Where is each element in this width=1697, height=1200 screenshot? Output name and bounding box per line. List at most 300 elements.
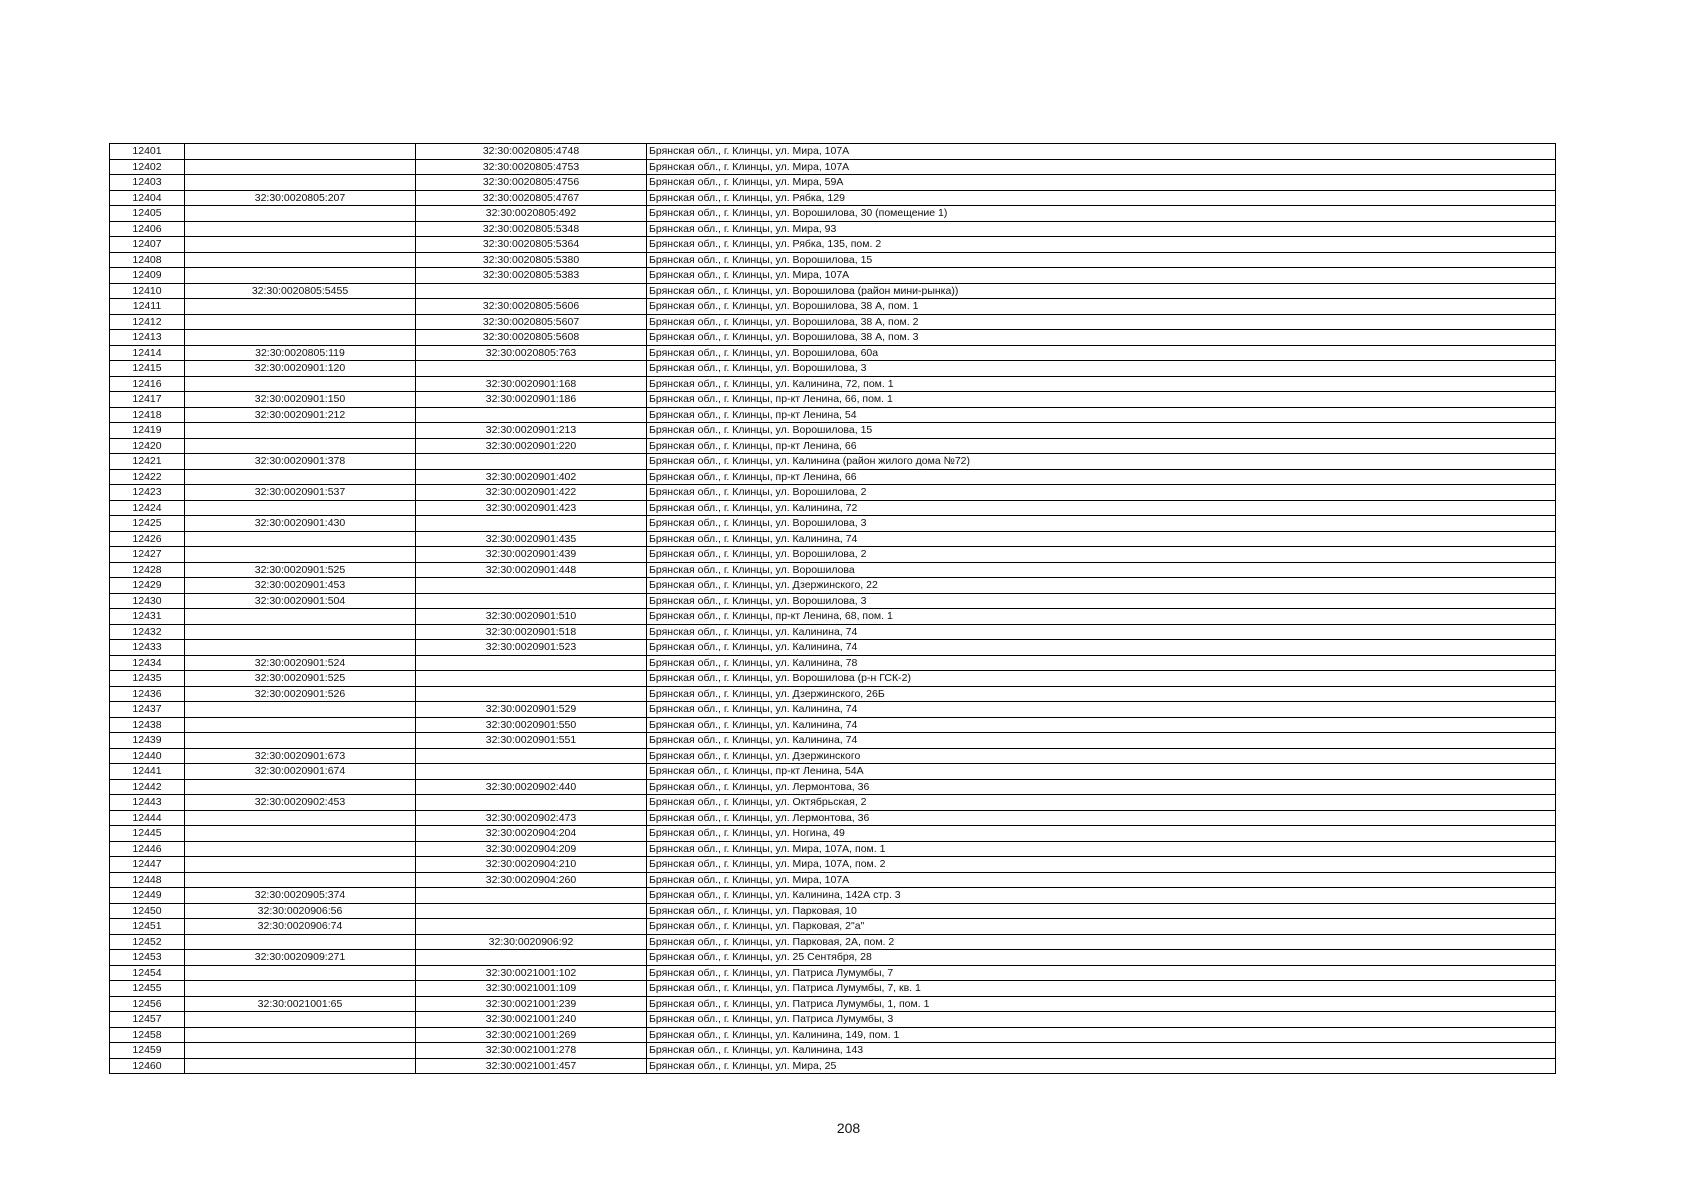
cadastral-number-cell — [185, 299, 416, 315]
address-cell: Брянская обл., г. Клинцы, ул. Дзержинского, 26Б — [647, 686, 1556, 702]
row-number-cell: 12440 — [110, 748, 185, 764]
cadastral-number-cell — [185, 376, 416, 392]
address-cell: Брянская обл., г. Клинцы, ул. Ворошилова, 15 — [647, 423, 1556, 439]
cadastral-number-cell — [185, 1027, 416, 1043]
premises-cadastral-number-cell: 32:30:0020805:5380 — [416, 252, 647, 268]
cadastral-number-cell: 32:30:0020805:5455 — [185, 283, 416, 299]
address-cell: Брянская обл., г. Клинцы, ул. Мира, 107А — [647, 268, 1556, 284]
row-number-cell: 12456 — [110, 996, 185, 1012]
table-row — [110, 671, 1556, 687]
cadastral-number-cell — [185, 206, 416, 222]
cadastral-number-cell — [185, 965, 416, 981]
table-row — [110, 764, 1556, 780]
table-row — [110, 547, 1556, 563]
row-number-cell: 12451 — [110, 919, 185, 935]
table-row — [110, 1012, 1556, 1028]
row-number-cell: 12421 — [110, 454, 185, 470]
row-number-cell: 12429 — [110, 578, 185, 594]
cadastral-number-cell — [185, 981, 416, 997]
table-row — [110, 1027, 1556, 1043]
premises-cadastral-number-cell — [416, 454, 647, 470]
premises-cadastral-number-cell: 32:30:0020901:168 — [416, 376, 647, 392]
address-cell: Брянская обл., г. Клинцы, ул. Ворошилова, 38 А, пом. 1 — [647, 299, 1556, 315]
address-cell: Брянская обл., г. Клинцы, ул. Дзержинского, 22 — [647, 578, 1556, 594]
cadastral-number-cell — [185, 872, 416, 888]
cadastral-number-cell — [185, 175, 416, 191]
address-cell: Брянская обл., г. Клинцы, ул. 25 Сентября, 28 — [647, 950, 1556, 966]
table-row — [110, 159, 1556, 175]
table-row — [110, 252, 1556, 268]
row-number-cell: 12418 — [110, 407, 185, 423]
premises-cadastral-number-cell: 32:30:0020901:186 — [416, 392, 647, 408]
cadastral-number-cell — [185, 423, 416, 439]
premises-cadastral-number-cell — [416, 407, 647, 423]
address-cell: Брянская обл., г. Клинцы, ул. Ворошилова, 38 А, пом. 3 — [647, 330, 1556, 346]
row-number-cell: 12441 — [110, 764, 185, 780]
row-number-cell: 12427 — [110, 547, 185, 563]
address-cell: Брянская обл., г. Клинцы, ул. Калинина, 142А стр. 3 — [647, 888, 1556, 904]
row-number-cell: 12411 — [110, 299, 185, 315]
cadastral-number-cell — [185, 733, 416, 749]
table-row — [110, 330, 1556, 346]
cadastral-number-cell — [185, 547, 416, 563]
table-row — [110, 826, 1556, 842]
address-cell: Брянская обл., г. Клинцы, пр-кт Ленина, 66, пом. 1 — [647, 392, 1556, 408]
premises-cadastral-number-cell — [416, 578, 647, 594]
cadastral-number-cell — [185, 702, 416, 718]
cadastral-number-cell — [185, 500, 416, 516]
row-number-cell: 12435 — [110, 671, 185, 687]
row-number-cell: 12405 — [110, 206, 185, 222]
cadastral-number-cell — [185, 159, 416, 175]
cadastral-number-cell — [185, 1012, 416, 1028]
row-number-cell: 12420 — [110, 438, 185, 454]
table-row — [110, 562, 1556, 578]
address-cell: Брянская обл., г. Клинцы, ул. Дзержинского — [647, 748, 1556, 764]
row-number-cell: 12446 — [110, 841, 185, 857]
address-cell: Брянская обл., г. Клинцы, пр-кт Ленина, 54 — [647, 407, 1556, 423]
row-number-cell: 12428 — [110, 562, 185, 578]
address-cell: Брянская обл., г. Клинцы, ул. Патриса Лумумбы, 3 — [647, 1012, 1556, 1028]
row-number-cell: 12408 — [110, 252, 185, 268]
cadastral-number-cell — [185, 438, 416, 454]
row-number-cell: 12412 — [110, 314, 185, 330]
premises-cadastral-number-cell — [416, 283, 647, 299]
address-cell: Брянская обл., г. Клинцы, пр-кт Ленина, 54А — [647, 764, 1556, 780]
cadastral-number-cell — [185, 1043, 416, 1059]
table-row — [110, 717, 1556, 733]
address-cell: Брянская обл., г. Клинцы, ул. Калинина, 74 — [647, 531, 1556, 547]
table-row — [110, 934, 1556, 950]
address-cell: Брянская обл., г. Клинцы, ул. Калинина, 74 — [647, 702, 1556, 718]
cadastral-number-cell — [185, 857, 416, 873]
row-number-cell: 12442 — [110, 779, 185, 795]
premises-cadastral-number-cell: 32:30:0020901:423 — [416, 500, 647, 516]
premises-cadastral-number-cell — [416, 593, 647, 609]
address-cell: Брянская обл., г. Клинцы, ул. Мира, 107А, пом. 2 — [647, 857, 1556, 873]
premises-cadastral-number-cell: 32:30:0021001:457 — [416, 1058, 647, 1074]
table-row — [110, 392, 1556, 408]
table-row — [110, 376, 1556, 392]
premises-cadastral-number-cell — [416, 888, 647, 904]
cadastral-number-cell: 32:30:0020901:526 — [185, 686, 416, 702]
cadastral-number-cell: 32:30:0020901:537 — [185, 485, 416, 501]
address-cell: Брянская обл., г. Клинцы, ул. Калинина, 149, пом. 1 — [647, 1027, 1556, 1043]
table-row — [110, 423, 1556, 439]
row-number-cell: 12409 — [110, 268, 185, 284]
premises-cadastral-number-cell — [416, 903, 647, 919]
address-cell: Брянская обл., г. Клинцы, ул. Мира, 107А — [647, 144, 1556, 160]
row-number-cell: 12422 — [110, 469, 185, 485]
premises-cadastral-number-cell: 32:30:0020901:402 — [416, 469, 647, 485]
premises-cadastral-number-cell: 32:30:0020904:209 — [416, 841, 647, 857]
premises-cadastral-number-cell: 32:30:0020805:4756 — [416, 175, 647, 191]
premises-cadastral-number-cell: 32:30:0020902:440 — [416, 779, 647, 795]
table-row — [110, 702, 1556, 718]
premises-cadastral-number-cell: 32:30:0020901:448 — [416, 562, 647, 578]
address-cell: Брянская обл., г. Клинцы, ул. Ворошилова, 3 — [647, 361, 1556, 377]
table-row — [110, 516, 1556, 532]
premises-cadastral-number-cell: 32:30:0020901:220 — [416, 438, 647, 454]
table-row — [110, 190, 1556, 206]
table-row — [110, 283, 1556, 299]
premises-cadastral-number-cell: 32:30:0020901:551 — [416, 733, 647, 749]
premises-cadastral-number-cell: 32:30:0020901:523 — [416, 640, 647, 656]
table-row — [110, 779, 1556, 795]
premises-cadastral-number-cell — [416, 919, 647, 935]
cadastral-number-cell — [185, 717, 416, 733]
row-number-cell: 12431 — [110, 609, 185, 625]
table-row — [110, 314, 1556, 330]
address-cell: Брянская обл., г. Клинцы, ул. Ворошилова, 60а — [647, 345, 1556, 361]
row-number-cell: 12404 — [110, 190, 185, 206]
table-row — [110, 361, 1556, 377]
premises-cadastral-number-cell: 32:30:0020906:92 — [416, 934, 647, 950]
premises-cadastral-number-cell: 32:30:0020901:213 — [416, 423, 647, 439]
table-row — [110, 268, 1556, 284]
cadastral-number-cell: 32:30:0020906:74 — [185, 919, 416, 935]
address-cell: Брянская обл., г. Клинцы, ул. Ногина, 49 — [647, 826, 1556, 842]
premises-cadastral-number-cell: 32:30:0020902:473 — [416, 810, 647, 826]
address-cell: Брянская обл., г. Клинцы, ул. Рябка, 129 — [647, 190, 1556, 206]
address-cell: Брянская обл., г. Клинцы, ул. Ворошилова — [647, 562, 1556, 578]
cadastral-number-cell: 32:30:0020906:56 — [185, 903, 416, 919]
premises-cadastral-number-cell: 32:30:0020805:5608 — [416, 330, 647, 346]
address-cell: Брянская обл., г. Клинцы, ул. Ворошилова, 2 — [647, 547, 1556, 563]
table-row — [110, 903, 1556, 919]
table-row — [110, 221, 1556, 237]
row-number-cell: 12436 — [110, 686, 185, 702]
address-cell: Брянская обл., г. Клинцы, ул. Ворошилова, 3 — [647, 516, 1556, 532]
premises-cadastral-number-cell: 32:30:0020805:5606 — [416, 299, 647, 315]
cadastral-number-cell: 32:30:0020901:212 — [185, 407, 416, 423]
premises-cadastral-number-cell: 32:30:0020901:510 — [416, 609, 647, 625]
cadastral-number-cell: 32:30:0020901:378 — [185, 454, 416, 470]
row-number-cell: 12434 — [110, 655, 185, 671]
row-number-cell: 12447 — [110, 857, 185, 873]
row-number-cell: 12457 — [110, 1012, 185, 1028]
row-number-cell: 12417 — [110, 392, 185, 408]
row-number-cell: 12433 — [110, 640, 185, 656]
premises-cadastral-number-cell: 32:30:0021001:269 — [416, 1027, 647, 1043]
cadastral-number-cell — [185, 1058, 416, 1074]
address-cell: Брянская обл., г. Клинцы, пр-кт Ленина, 66 — [647, 438, 1556, 454]
premises-cadastral-number-cell: 32:30:0021001:102 — [416, 965, 647, 981]
address-cell: Брянская обл., г. Клинцы, ул. Калинина, 143 — [647, 1043, 1556, 1059]
premises-cadastral-number-cell: 32:30:0021001:240 — [416, 1012, 647, 1028]
cadastral-number-cell: 32:30:0020901:524 — [185, 655, 416, 671]
premises-cadastral-number-cell — [416, 516, 647, 532]
table-row — [110, 841, 1556, 857]
row-number-cell: 12413 — [110, 330, 185, 346]
cadastral-number-cell: 32:30:0020901:525 — [185, 671, 416, 687]
row-number-cell: 12430 — [110, 593, 185, 609]
table-row — [110, 640, 1556, 656]
premises-cadastral-number-cell: 32:30:0020901:439 — [416, 547, 647, 563]
registry-table — [109, 143, 1556, 1074]
address-cell: Брянская обл., г. Клинцы, ул. Ворошилова, 30 (помещение 1) — [647, 206, 1556, 222]
premises-cadastral-number-cell: 32:30:0020901:422 — [416, 485, 647, 501]
table-row — [110, 810, 1556, 826]
row-number-cell: 12437 — [110, 702, 185, 718]
premises-cadastral-number-cell: 32:30:0020901:518 — [416, 624, 647, 640]
premises-cadastral-number-cell: 32:30:0020904:260 — [416, 872, 647, 888]
table-row — [110, 609, 1556, 625]
address-cell: Брянская обл., г. Клинцы, ул. Калинина, 74 — [647, 640, 1556, 656]
table-row — [110, 469, 1556, 485]
premises-cadastral-number-cell: 32:30:0020805:5383 — [416, 268, 647, 284]
premises-cadastral-number-cell: 32:30:0020805:763 — [416, 345, 647, 361]
premises-cadastral-number-cell: 32:30:0021001:109 — [416, 981, 647, 997]
address-cell: Брянская обл., г. Клинцы, ул. Октябрьская, 2 — [647, 795, 1556, 811]
premises-cadastral-number-cell: 32:30:0020904:204 — [416, 826, 647, 842]
cadastral-number-cell: 32:30:0020901:430 — [185, 516, 416, 532]
table-row — [110, 485, 1556, 501]
cadastral-number-cell — [185, 934, 416, 950]
row-number-cell: 12459 — [110, 1043, 185, 1059]
address-cell: Брянская обл., г. Клинцы, ул. Калинина (район жилого дома №72) — [647, 454, 1556, 470]
row-number-cell: 12414 — [110, 345, 185, 361]
premises-cadastral-number-cell — [416, 686, 647, 702]
address-cell: Брянская обл., г. Клинцы, ул. Лермонтова, 36 — [647, 779, 1556, 795]
cadastral-number-cell — [185, 609, 416, 625]
table-row — [110, 748, 1556, 764]
premises-cadastral-number-cell — [416, 950, 647, 966]
cadastral-number-cell: 32:30:0020901:150 — [185, 392, 416, 408]
address-cell: Брянская обл., г. Клинцы, ул. Рябка, 135, пом. 2 — [647, 237, 1556, 253]
row-number-cell: 12410 — [110, 283, 185, 299]
cadastral-number-cell: 32:30:0020902:453 — [185, 795, 416, 811]
address-cell: Брянская обл., г. Клинцы, ул. Патриса Лумумбы, 7, кв. 1 — [647, 981, 1556, 997]
address-cell: Брянская обл., г. Клинцы, ул. Мира, 107А — [647, 872, 1556, 888]
page-number: 208 — [836, 1120, 861, 1136]
table-row — [110, 407, 1556, 423]
premises-cadastral-number-cell: 32:30:0020805:492 — [416, 206, 647, 222]
table-row — [110, 1043, 1556, 1059]
cadastral-number-cell: 32:30:0020901:525 — [185, 562, 416, 578]
table-row — [110, 857, 1556, 873]
cadastral-number-cell — [185, 624, 416, 640]
cadastral-number-cell — [185, 144, 416, 160]
address-cell: Брянская обл., г. Клинцы, ул. Ворошилова, 2 — [647, 485, 1556, 501]
table-row — [110, 795, 1556, 811]
cadastral-number-cell: 32:30:0020805:119 — [185, 345, 416, 361]
cadastral-number-cell: 32:30:0021001:65 — [185, 996, 416, 1012]
table-row — [110, 175, 1556, 191]
table-row — [110, 733, 1556, 749]
premises-cadastral-number-cell: 32:30:0020805:5348 — [416, 221, 647, 237]
cadastral-number-cell — [185, 330, 416, 346]
table-row — [110, 345, 1556, 361]
premises-cadastral-number-cell: 32:30:0020901:550 — [416, 717, 647, 733]
table-row — [110, 1058, 1556, 1074]
address-cell: Брянская обл., г. Клинцы, ул. Ворошилова, 38 А, пом. 2 — [647, 314, 1556, 330]
table-row — [110, 578, 1556, 594]
row-number-cell: 12452 — [110, 934, 185, 950]
table-row — [110, 981, 1556, 997]
table-row — [110, 237, 1556, 253]
cadastral-number-cell — [185, 841, 416, 857]
premises-cadastral-number-cell — [416, 764, 647, 780]
address-cell: Брянская обл., г. Клинцы, ул. Мира, 107А — [647, 159, 1556, 175]
row-number-cell: 12450 — [110, 903, 185, 919]
row-number-cell: 12401 — [110, 144, 185, 160]
row-number-cell: 12439 — [110, 733, 185, 749]
row-number-cell: 12423 — [110, 485, 185, 501]
address-cell: Брянская обл., г. Клинцы, ул. Лермонтова, 36 — [647, 810, 1556, 826]
row-number-cell: 12424 — [110, 500, 185, 516]
table-row — [110, 965, 1556, 981]
table-row — [110, 996, 1556, 1012]
row-number-cell: 12445 — [110, 826, 185, 842]
table-row — [110, 888, 1556, 904]
premises-cadastral-number-cell: 32:30:0020805:5607 — [416, 314, 647, 330]
row-number-cell: 12402 — [110, 159, 185, 175]
cadastral-number-cell — [185, 314, 416, 330]
premises-cadastral-number-cell: 32:30:0020904:210 — [416, 857, 647, 873]
address-cell: Брянская обл., г. Клинцы, ул. Мира, 93 — [647, 221, 1556, 237]
premises-cadastral-number-cell: 32:30:0020805:5364 — [416, 237, 647, 253]
premises-cadastral-number-cell — [416, 795, 647, 811]
row-number-cell: 12458 — [110, 1027, 185, 1043]
address-cell: Брянская обл., г. Клинцы, ул. Парковая, 2"а" — [647, 919, 1556, 935]
row-number-cell: 12455 — [110, 981, 185, 997]
cadastral-number-cell — [185, 531, 416, 547]
cadastral-number-cell — [185, 826, 416, 842]
address-cell: Брянская обл., г. Клинцы, ул. Патриса Лумумбы, 7 — [647, 965, 1556, 981]
address-cell: Брянская обл., г. Клинцы, ул. Мира, 59А — [647, 175, 1556, 191]
address-cell: Брянская обл., г. Клинцы, ул. Ворошилова, 15 — [647, 252, 1556, 268]
row-number-cell: 12460 — [110, 1058, 185, 1074]
registry-table-body — [110, 144, 1556, 1074]
address-cell: Брянская обл., г. Клинцы, ул. Ворошилова (р-н ГСК-2) — [647, 671, 1556, 687]
cadastral-number-cell — [185, 779, 416, 795]
address-cell: Брянская обл., г. Клинцы, ул. Калинина, 74 — [647, 733, 1556, 749]
cadastral-number-cell — [185, 268, 416, 284]
table-row — [110, 655, 1556, 671]
row-number-cell: 12438 — [110, 717, 185, 733]
cadastral-number-cell: 32:30:0020901:673 — [185, 748, 416, 764]
row-number-cell: 12425 — [110, 516, 185, 532]
cadastral-number-cell: 32:30:0020901:504 — [185, 593, 416, 609]
premises-cadastral-number-cell — [416, 655, 647, 671]
address-cell: Брянская обл., г. Клинцы, ул. Парковая, 10 — [647, 903, 1556, 919]
row-number-cell: 12419 — [110, 423, 185, 439]
cadastral-number-cell — [185, 640, 416, 656]
cadastral-number-cell: 32:30:0020901:674 — [185, 764, 416, 780]
table-row — [110, 299, 1556, 315]
row-number-cell: 12416 — [110, 376, 185, 392]
table-row — [110, 500, 1556, 516]
row-number-cell: 12448 — [110, 872, 185, 888]
table-row — [110, 454, 1556, 470]
row-number-cell: 12444 — [110, 810, 185, 826]
premises-cadastral-number-cell — [416, 671, 647, 687]
premises-cadastral-number-cell: 32:30:0020901:435 — [416, 531, 647, 547]
table-row — [110, 206, 1556, 222]
premises-cadastral-number-cell: 32:30:0020901:529 — [416, 702, 647, 718]
address-cell: Брянская обл., г. Клинцы, ул. Ворошилова, 3 — [647, 593, 1556, 609]
row-number-cell: 12432 — [110, 624, 185, 640]
address-cell: Брянская обл., г. Клинцы, ул. Калинина, 74 — [647, 717, 1556, 733]
cadastral-number-cell: 32:30:0020805:207 — [185, 190, 416, 206]
row-number-cell: 12443 — [110, 795, 185, 811]
address-cell: Брянская обл., г. Клинцы, ул. Мира, 25 — [647, 1058, 1556, 1074]
premises-cadastral-number-cell: 32:30:0020805:4753 — [416, 159, 647, 175]
cadastral-number-cell — [185, 237, 416, 253]
premises-cadastral-number-cell: 32:30:0020805:4767 — [416, 190, 647, 206]
address-cell: Брянская обл., г. Клинцы, ул. Калинина, 74 — [647, 624, 1556, 640]
row-number-cell: 12453 — [110, 950, 185, 966]
cadastral-number-cell — [185, 252, 416, 268]
row-number-cell: 12449 — [110, 888, 185, 904]
table-row — [110, 686, 1556, 702]
cadastral-number-cell: 32:30:0020901:453 — [185, 578, 416, 594]
address-cell: Брянская обл., г. Клинцы, ул. Калинина, 78 — [647, 655, 1556, 671]
premises-cadastral-number-cell — [416, 361, 647, 377]
table-row — [110, 872, 1556, 888]
cadastral-number-cell — [185, 221, 416, 237]
address-cell: Брянская обл., г. Клинцы, ул. Ворошилова (район мини-рынка)) — [647, 283, 1556, 299]
address-cell: Брянская обл., г. Клинцы, ул. Калинина, 72, пом. 1 — [647, 376, 1556, 392]
table-row — [110, 593, 1556, 609]
address-cell: Брянская обл., г. Клинцы, ул. Мира, 107А, пом. 1 — [647, 841, 1556, 857]
table-row — [110, 531, 1556, 547]
table-row — [110, 624, 1556, 640]
table-row — [110, 144, 1556, 160]
row-number-cell: 12454 — [110, 965, 185, 981]
premises-cadastral-number-cell: 32:30:0020805:4748 — [416, 144, 647, 160]
premises-cadastral-number-cell — [416, 748, 647, 764]
cadastral-number-cell: 32:30:0020901:120 — [185, 361, 416, 377]
address-cell: Брянская обл., г. Клинцы, ул. Калинина, 72 — [647, 500, 1556, 516]
address-cell: Брянская обл., г. Клинцы, пр-кт Ленина, 66 — [647, 469, 1556, 485]
address-cell: Брянская обл., г. Клинцы, ул. Патриса Лумумбы, 1, пом. 1 — [647, 996, 1556, 1012]
cadastral-number-cell — [185, 810, 416, 826]
table-row — [110, 919, 1556, 935]
row-number-cell: 12406 — [110, 221, 185, 237]
address-cell: Брянская обл., г. Клинцы, ул. Парковая, 2А, пом. 2 — [647, 934, 1556, 950]
cadastral-number-cell — [185, 469, 416, 485]
address-cell: Брянская обл., г. Клинцы, пр-кт Ленина, 68, пом. 1 — [647, 609, 1556, 625]
premises-cadastral-number-cell: 32:30:0021001:278 — [416, 1043, 647, 1059]
row-number-cell: 12403 — [110, 175, 185, 191]
premises-cadastral-number-cell: 32:30:0021001:239 — [416, 996, 647, 1012]
row-number-cell: 12407 — [110, 237, 185, 253]
row-number-cell: 12415 — [110, 361, 185, 377]
table-row — [110, 950, 1556, 966]
row-number-cell: 12426 — [110, 531, 185, 547]
